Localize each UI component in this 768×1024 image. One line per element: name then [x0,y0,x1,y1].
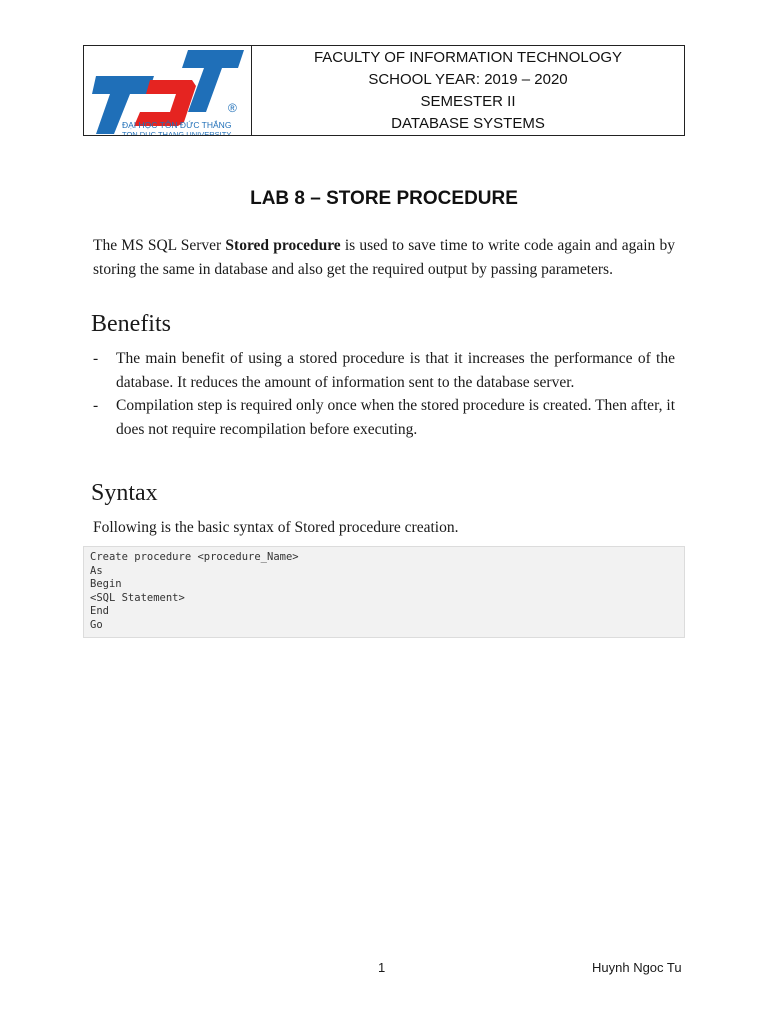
bullet-dash: - [93,397,99,414]
benefits-list [93,347,675,441]
benefit-text: Compilation step is required only once when the stored procedure is created. Then after, it does not require recompilation before executing. [116,397,675,438]
benefits-heading: Benefits [91,311,171,337]
code-line: Begin [90,578,122,591]
svg-text:®: ® [228,101,237,115]
page-number: 1 [378,960,386,975]
list-item [93,347,675,394]
footer-author: Huynh Ngoc Tu [592,960,682,975]
school-year: SCHOOL YEAR: 2019 – 2020 [368,70,568,88]
bullet-dash: - [93,350,99,367]
header-info [252,46,684,135]
intro-text-before: The MS SQL Server [93,237,226,254]
list-item [93,394,675,441]
tdt-logo-icon [84,46,252,135]
semester: SEMESTER II [420,92,516,110]
logo-text-en: TON DUC THANG UNIVERSITY [122,130,232,137]
course-name: DATABASE SYSTEMS [391,114,545,132]
syntax-heading: Syntax [91,480,158,506]
code-line: As [90,564,103,577]
code-line: Go [90,618,103,631]
intro-bold-term: Stored procedure [225,237,341,254]
intro-paragraph [93,234,675,282]
logo-text-vi: ĐẠI HỌC TÔN ĐỨC THẮNG [122,120,232,130]
benefit-text: The main benefit of using a stored procedure is that it increases the performance of the database. It reduces the amount of information sent to the database server. [116,350,675,391]
code-block [83,546,685,638]
page-title: LAB 8 – STORE PROCEDURE [250,188,518,209]
code-line: <SQL Statement> [90,591,185,604]
syntax-intro: Following is the basic syntax of Stored procedure creation. [93,519,459,536]
code-line: End [90,605,109,618]
faculty-name: FACULTY OF INFORMATION TECHNOLOGY [313,48,623,66]
university-logo [84,46,252,135]
code-line: Create procedure <procedure_Name> [90,551,299,563]
intro-text-after: is used to save time to write code again and again by storing the same in database and also get the required output by passing parameters. [93,237,675,278]
header-table [83,45,685,136]
